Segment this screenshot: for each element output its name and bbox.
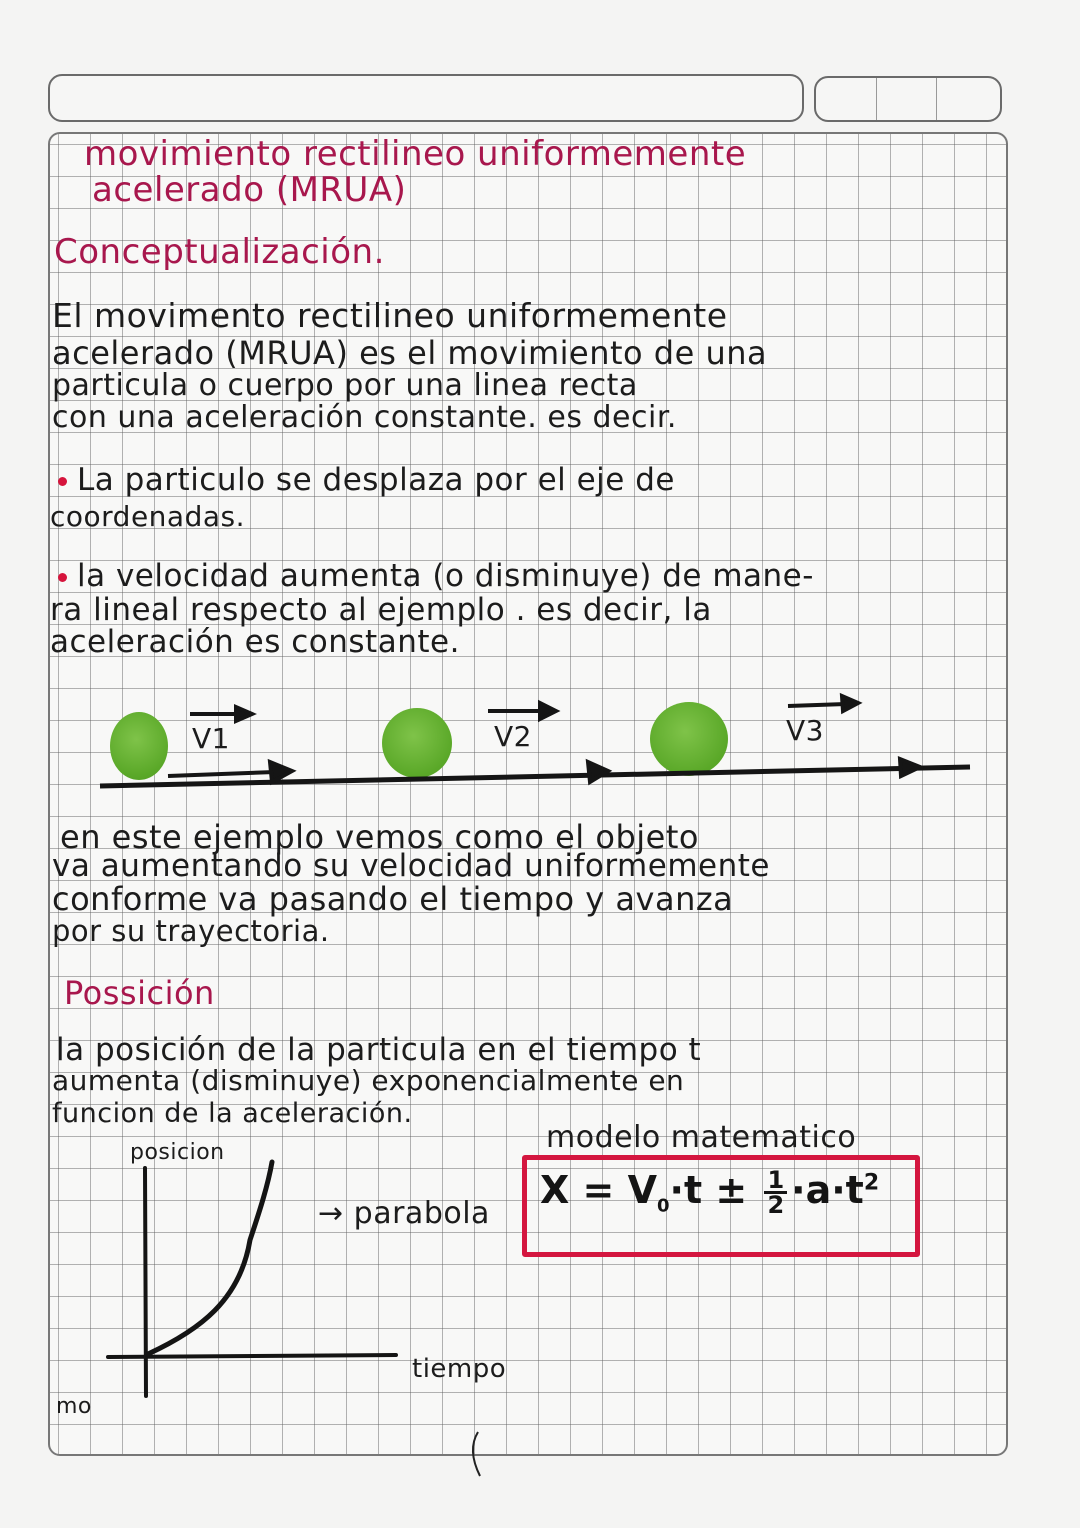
formula-rhs: ·a·t	[791, 1168, 864, 1212]
bullet-2-line-2: ra lineal respecto al ejemplo . es decir, la	[50, 592, 712, 628]
section-heading-posicion: Possición	[64, 974, 215, 1012]
definition-line-1: El movimento rectilineo uniformemente	[52, 296, 728, 335]
parabola-arrow-label: → parabola	[318, 1196, 490, 1231]
velocity-label-v1: V1	[192, 722, 230, 755]
bullet-1-line-2: coordenadas.	[50, 500, 245, 533]
example-line-2: va aumentando su velocidad uniformemente	[52, 848, 770, 884]
graph-y-axis-label: posicion	[130, 1140, 225, 1165]
position-line-1: la posición de la particula en el tiempo t	[56, 1032, 702, 1068]
position-line-3: funcion de la aceleración.	[52, 1098, 413, 1129]
note-title-line2: acelerado (MRUA)	[92, 170, 407, 210]
example-line-4: por su trayectoria.	[52, 914, 330, 948]
velocity-label-v3: V3	[786, 714, 824, 747]
velocity-label-v2: V2	[494, 720, 532, 753]
fraction-numerator: 1	[764, 1169, 787, 1194]
model-label: modelo matematico	[546, 1120, 857, 1155]
fraction-denominator: 2	[767, 1191, 785, 1219]
footer-mark: mo	[56, 1394, 92, 1419]
definition-line-2: acelerado (MRUA) es el movimiento de una	[52, 334, 768, 372]
formula-subscript: 0	[657, 1195, 670, 1217]
graph-x-axis-label: tiempo	[412, 1354, 507, 1384]
note-title-line1: movimiento rectilineo uniformemente	[84, 134, 747, 174]
position-line-2: aumenta (disminuye) exponencialmente en	[52, 1064, 685, 1097]
definition-line-3: particula o cuerpo por una linea recta	[52, 368, 638, 403]
section-heading-conceptualizacion: Conceptualización.	[54, 232, 385, 272]
formula-exponent: 2	[863, 1170, 880, 1196]
definition-line-4: con una aceleración constante. es decir.	[52, 400, 677, 435]
example-line-1: en este ejemplo vemos como el objeto	[60, 818, 699, 856]
bullet-1-line-1: La particulo se desplaza por el eje de	[77, 462, 675, 498]
formula-mid: ·t ±	[669, 1168, 748, 1212]
bullet-2-line-1: la velocidad aumenta (o disminuye) de mane-	[77, 558, 814, 594]
formula-lhs: X = V	[540, 1168, 658, 1212]
example-line-3: conforme va pasando el tiempo y avanza	[52, 880, 734, 918]
bullet-2-line-3: aceleración es constante.	[50, 624, 460, 660]
